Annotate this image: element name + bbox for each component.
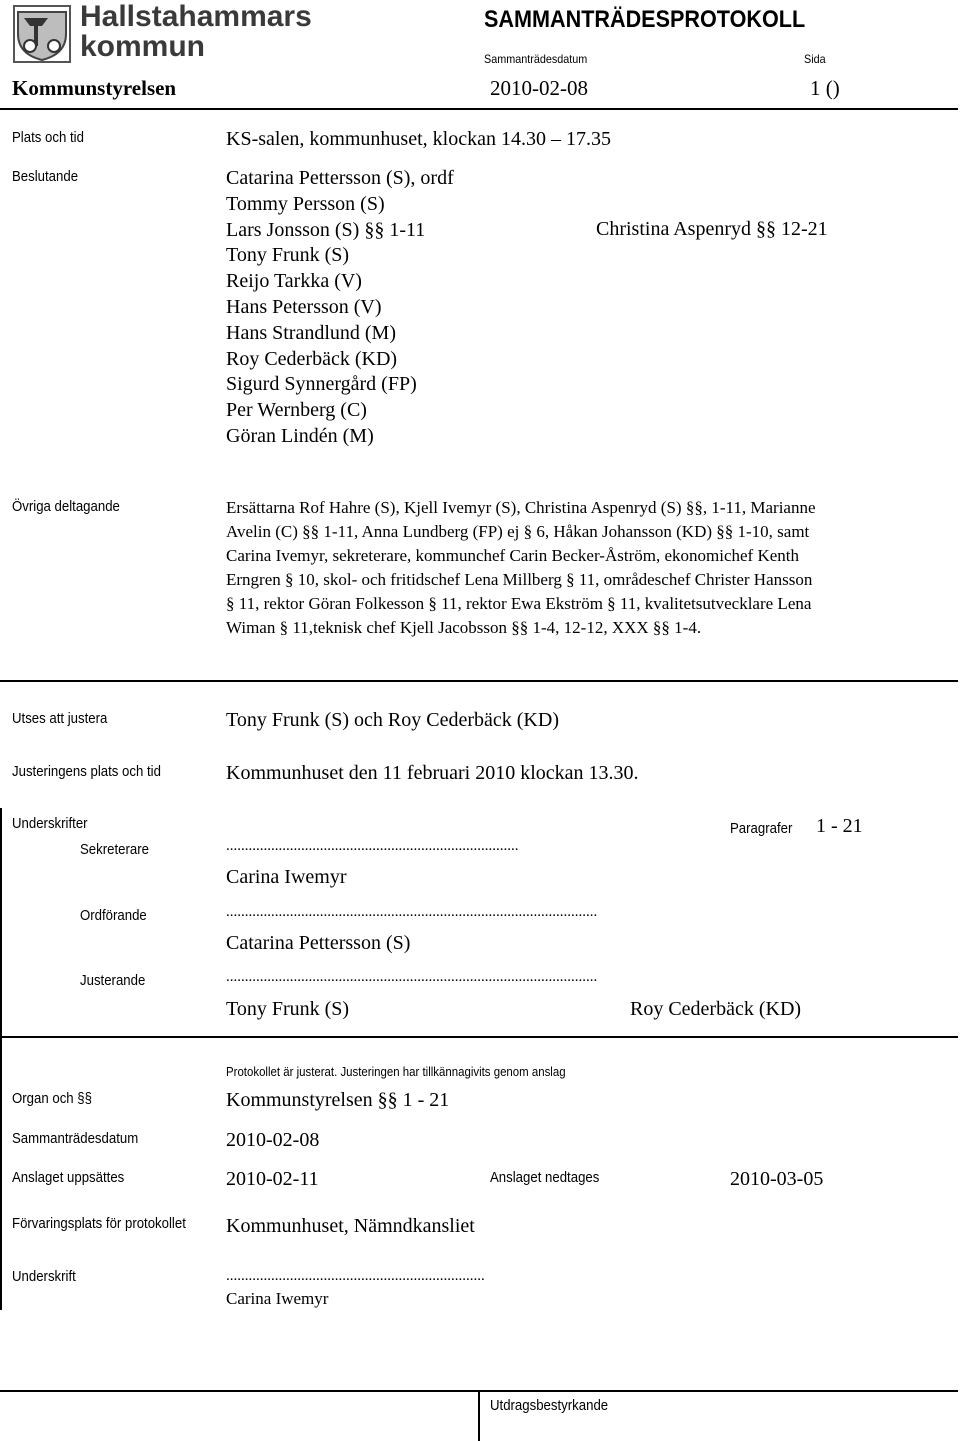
chair-name: Catarina Pettersson (S) (226, 932, 411, 954)
secretary-label: Sekreterare (80, 841, 149, 858)
notice-date-value: 2010-02-08 (226, 1129, 320, 1151)
posted-label: Anslaget uppsättes (12, 1169, 125, 1186)
page-caption: Sida (804, 52, 826, 66)
others-line: Carina Ivemyr, sekreterare, kommunchef Carin Becker-Åström, ekonomichef Kenth (226, 546, 799, 565)
signatures-label: Underskrifter (12, 815, 88, 832)
others-line: Wiman § 11,teknisk chef Kjell Jacobsson §§ 1-4, 12-12, XXX §§ 1-4. (226, 618, 702, 637)
organ-label: Organ och §§ (12, 1090, 92, 1107)
adjust-value: Tony Frunk (S) och Roy Cederbäck (KD) (226, 709, 559, 731)
adjuster-name-2: Roy Cederbäck (KD) (630, 998, 802, 1020)
storage-value: Kommunhuset, Nämndkansliet (226, 1215, 475, 1237)
place-label: Plats och tid (12, 129, 84, 146)
sign-signature-line: ..................................................................... (226, 1268, 485, 1284)
page-number: 1 () (810, 76, 840, 100)
others-line: Avelin (C) §§ 1-11, Anna Lundberg (FP) ej § 6, Håkan Johansson (KD) §§ 1-10, samt (226, 522, 810, 541)
certify-label: Utdragsbestyrkande (490, 1397, 609, 1414)
notice-divider (0, 1036, 958, 1038)
removed-value: 2010-03-05 (730, 1168, 824, 1190)
notice-date-label: Sammanträdesdatum (12, 1130, 139, 1147)
organ-value: Kommunstyrelsen §§ 1 - 21 (226, 1089, 450, 1111)
adjuster-signature-line: ................................................................................................... (226, 969, 598, 985)
adjust-label: Utses att justera (12, 710, 108, 727)
notice-heading: Protokollet är justerat. Justeringen har tillkännagivits genom anslag (226, 1064, 566, 1079)
date-caption: Sammanträdesdatum (484, 52, 588, 66)
removed-label: Anslaget nedtages (490, 1169, 600, 1186)
sign-label: Underskrift (12, 1268, 76, 1285)
paragraphs-label: Paragrafer (730, 820, 793, 837)
decider-member: Hans Strandlund (M) (226, 321, 396, 344)
adjuster-label: Justerande (80, 972, 146, 989)
adjuster-name-1: Tony Frunk (S) (226, 998, 350, 1020)
logo-line-1: Hallstahammars (80, 0, 312, 33)
deciders-label: Beslutande (12, 168, 79, 185)
decider-member: Göran Lindén (M) (226, 424, 374, 447)
signatures-left-rule (0, 808, 2, 1036)
place-value: KS-salen, kommunhuset, klockan 14.30 – 17.35 (226, 128, 611, 150)
paragraphs-value: 1 - 21 (816, 815, 863, 837)
chair-label: Ordförande (80, 907, 147, 924)
others-line: Ersättarna Rof Hahre (S), Kjell Ivemyr (S), Christina Aspenryd (S) §§, 1-11, Marianne (226, 498, 816, 517)
others-line: Erngren § 10, skol- och fritidschef Lena Millberg § 11, områdeschef Christer Hansson (226, 570, 813, 589)
posted-value: 2010-02-11 (226, 1168, 319, 1190)
logo-line-2: kommun (80, 30, 206, 63)
decider-member: Hans Petersson (V) (226, 295, 382, 318)
decider-member: Roy Cederbäck (KD) (226, 347, 398, 370)
adjust-place-label: Justeringens plats och tid (12, 763, 161, 780)
secretary-signature-line: .............................................................................. (226, 838, 519, 854)
decider-member: Sigurd Synnergård (FP) (226, 373, 417, 396)
decider-member: Catarina Pettersson (S), ordf (226, 167, 454, 189)
others-label: Övriga deltagande (12, 498, 120, 515)
storage-label: Förvaringsplats för protokollet (12, 1215, 186, 1232)
document-title: SAMMANTRÄDESPROTOKOLL (484, 6, 806, 33)
footer-column-rule (478, 1390, 480, 1441)
secretary-name: Carina Iwemyr (226, 866, 347, 888)
header-divider (0, 108, 958, 110)
committee-name: Kommunstyrelsen (12, 76, 177, 100)
adjust-place-value: Kommunhuset den 11 februari 2010 klockan 13.30. (226, 762, 639, 784)
decider-member: Reijo Tarkka (V) (226, 270, 362, 293)
chair-signature-line: ................................................................................................... (226, 904, 598, 920)
decider-member: Per Wernberg (C) (226, 399, 367, 422)
coat-of-arms-icon (12, 4, 72, 64)
section-divider (0, 680, 958, 682)
decider-member: Tommy Persson (S) (226, 192, 385, 215)
substitute-member: Christina Aspenryd §§ 12-21 (596, 218, 828, 240)
decider-member: Tony Frunk (S) (226, 244, 350, 267)
sign-name: Carina Iwemyr (226, 1289, 329, 1308)
deciders-list (226, 166, 454, 450)
meeting-date: 2010-02-08 (490, 76, 588, 100)
others-text (226, 496, 946, 640)
notice-left-rule (0, 1036, 2, 1310)
others-line: § 11, rektor Göran Folkesson § 11, rektor Ewa Ekström § 11, kvalitetsutvecklare Lena (226, 594, 812, 613)
decider-member: Lars Jonsson (S) §§ 1-11 (226, 218, 426, 241)
